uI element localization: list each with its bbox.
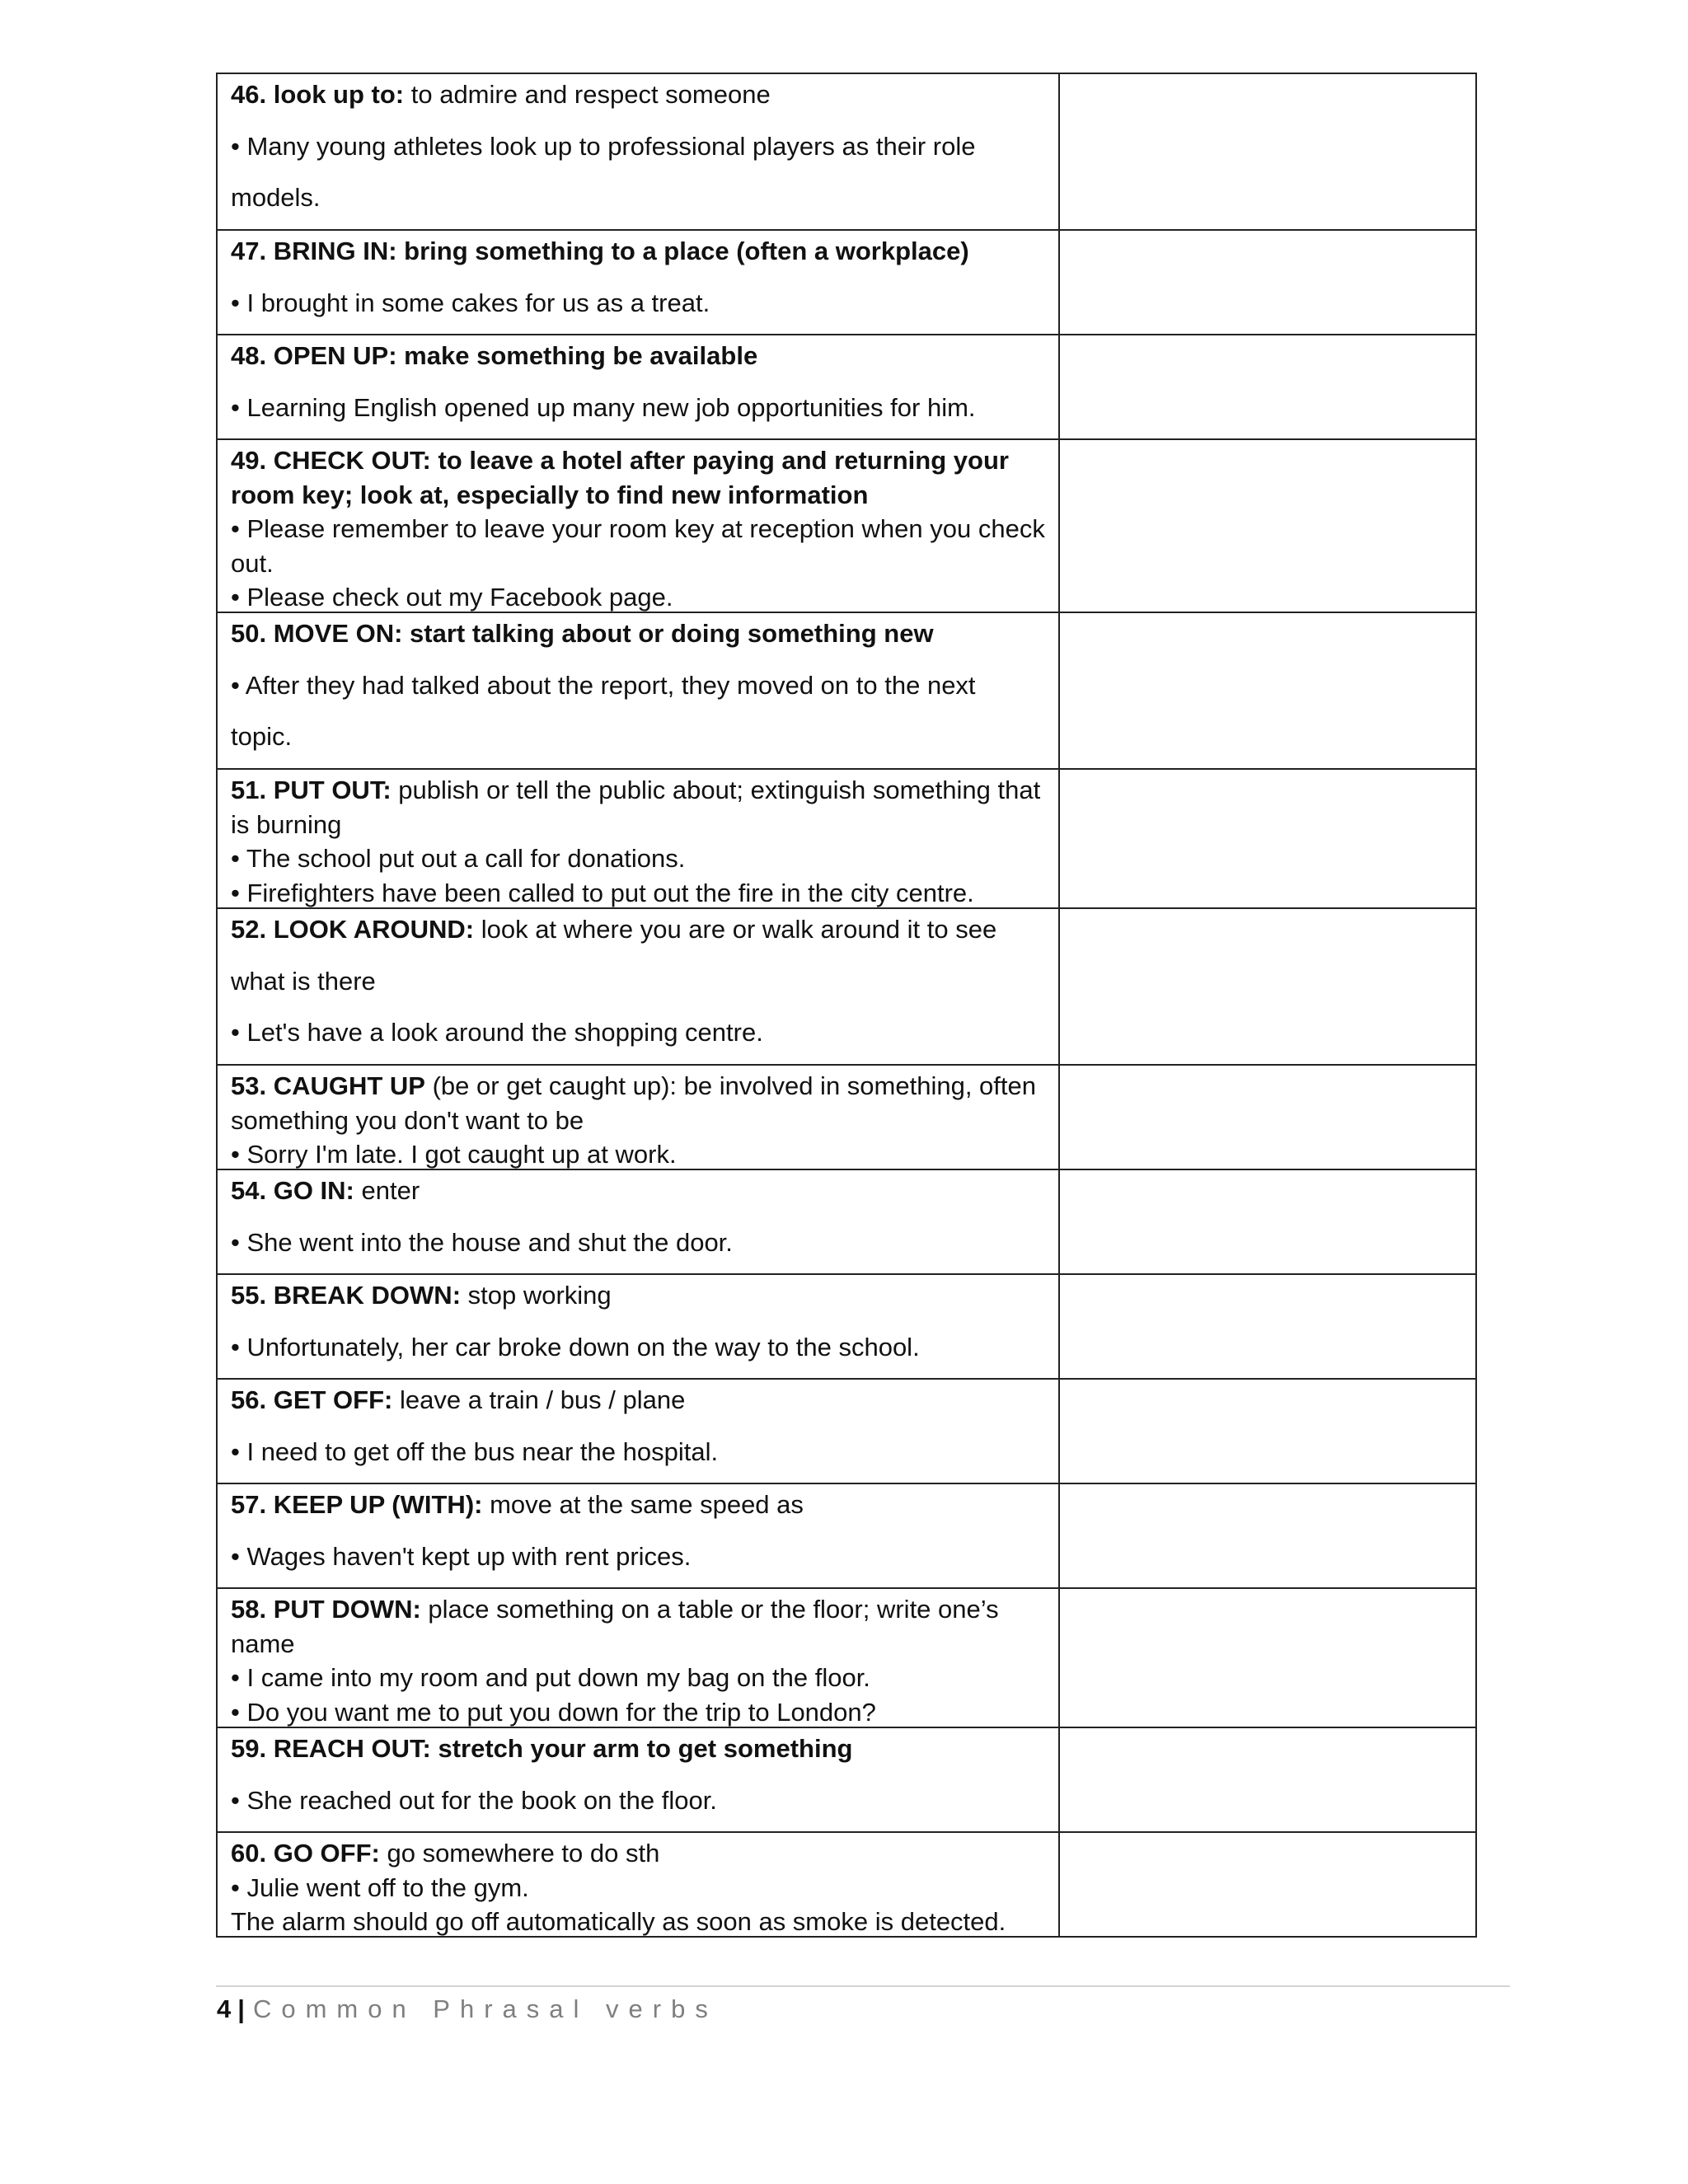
- table-row: [218, 1833, 1477, 1938]
- entry-meaning: publish or tell the public about; extinguish something that is burning: [231, 776, 1041, 839]
- entry-term: 59. REACH OUT: stretch your arm to get something: [231, 1734, 853, 1763]
- definition-cell: [218, 613, 1060, 768]
- table-row: [218, 1589, 1477, 1728]
- entry-term: 47. BRING IN: bring something to a place (often a workplace): [231, 237, 969, 265]
- entry-heading: [231, 443, 1045, 512]
- entry-term: 52. LOOK AROUND:: [231, 915, 475, 944]
- example-line: • Many young athletes look up to professional players as their role: [231, 131, 976, 161]
- document-title: Common Phrasal verbs: [252, 1994, 718, 2023]
- definition-cell: [218, 74, 1060, 229]
- table-row: [218, 1066, 1477, 1170]
- entry-meaning: leave a train / bus / plane: [392, 1385, 686, 1414]
- definition-cell: [218, 440, 1060, 612]
- example-line: • I need to get off the bus near the hospital.: [231, 1436, 719, 1466]
- entry-term: 46. look up to:: [231, 80, 405, 109]
- entry-heading: [231, 912, 1045, 947]
- example-line: • Wages haven't kept up with rent prices.: [231, 1541, 692, 1571]
- entry-meaning: move at the same speed as: [482, 1490, 804, 1519]
- definition-cell: [218, 1728, 1060, 1831]
- definition-cell: [218, 1066, 1060, 1169]
- example-line: • Julie went off to the gym.: [231, 1872, 529, 1902]
- example-line: • I came into my room and put down my bag on the floor.: [231, 1663, 870, 1692]
- entry-meaning: enter: [354, 1176, 420, 1205]
- blank-answer-cell: [1060, 1380, 1477, 1483]
- example-line: • After they had talked about the report, they moved on to the next: [231, 670, 976, 700]
- entry-heading: [231, 234, 1045, 269]
- page-footer: [217, 1993, 718, 2026]
- entry-heading: [231, 1836, 1045, 1871]
- example-line: • Firefighters have been called to put out the fire in the city centre.: [231, 878, 974, 907]
- example-line: • The school put out a call for donations.: [231, 844, 686, 873]
- entry-heading: [231, 339, 1045, 373]
- example-line: topic.: [231, 722, 293, 751]
- entry-heading: [231, 1278, 1045, 1313]
- definition-cell: [218, 1484, 1060, 1587]
- entry-heading: [231, 1488, 1045, 1522]
- example-line: • Unfortunately, her car broke down on the way to the school.: [231, 1332, 920, 1361]
- example-line: • Let's have a look around the shopping centre.: [231, 1018, 763, 1047]
- blank-answer-cell: [1060, 909, 1477, 1064]
- table-row: [218, 613, 1477, 770]
- entry-term: 56. GET OFF:: [231, 1385, 393, 1414]
- example-line: • She reached out for the book on the floor.: [231, 1785, 717, 1815]
- footer-divider: [216, 1985, 1510, 1987]
- entry-meaning: go somewhere to do sth: [379, 1839, 660, 1868]
- blank-answer-cell: [1060, 440, 1477, 612]
- footer-separator: |: [237, 1994, 245, 2023]
- entry-heading: [231, 1174, 1045, 1208]
- blank-answer-cell: [1060, 1589, 1477, 1727]
- table-row: [218, 909, 1477, 1066]
- definition-cell: [218, 231, 1060, 334]
- blank-answer-cell: [1060, 231, 1477, 334]
- definition-cell: [218, 1589, 1060, 1727]
- table-row: [218, 1484, 1477, 1589]
- definition-cell: [218, 770, 1060, 907]
- definition-cell: [218, 909, 1060, 1064]
- entry-term: 50. MOVE ON: start talking about or doing something new: [231, 619, 934, 648]
- example-line: • Learning English opened up many new job opportunities for him.: [231, 392, 976, 422]
- definition-cell: [218, 1170, 1060, 1273]
- table-row: [218, 335, 1477, 440]
- entry-term: 57. KEEP UP (WITH):: [231, 1490, 483, 1519]
- entry-term: 49. CHECK OUT: to leave a hotel after paying and returning your room key; look at, especially to find new information: [231, 446, 1009, 509]
- entry-heading: [231, 77, 1045, 112]
- page-number: 4: [217, 1994, 232, 2023]
- example-line: The alarm should go off automatically as soon as smoke is detected.: [231, 1907, 1006, 1936]
- example-line: • Do you want me to put you down for the trip to London?: [231, 1697, 876, 1727]
- table-row: [218, 1728, 1477, 1833]
- definition-cell: [218, 1833, 1060, 1936]
- entry-term: 53. CAUGHT UP: [231, 1071, 425, 1100]
- blank-answer-cell: [1060, 770, 1477, 907]
- blank-answer-cell: [1060, 1833, 1477, 1936]
- entry-heading: [231, 1383, 1045, 1418]
- entry-meaning: place something on a table or the floor; write one’s name: [231, 1595, 999, 1658]
- example-line: • I brought in some cakes for us as a treat.: [231, 288, 710, 317]
- blank-answer-cell: [1060, 1484, 1477, 1587]
- entry-term: 51. PUT OUT:: [231, 776, 392, 804]
- entry-meaning: stop working: [461, 1281, 612, 1310]
- example-line: • She went into the house and shut the door.: [231, 1227, 733, 1257]
- blank-answer-cell: [1060, 1275, 1477, 1378]
- table-row: [218, 1170, 1477, 1275]
- example-line: • Please remember to leave your room key at reception when you check out.: [231, 514, 1045, 578]
- entry-meaning: look at where you are or walk around it to see: [474, 915, 997, 944]
- blank-answer-cell: [1060, 1066, 1477, 1169]
- blank-answer-cell: [1060, 335, 1477, 438]
- entry-term: 58. PUT DOWN:: [231, 1595, 421, 1624]
- table-row: [218, 770, 1477, 909]
- entry-heading: [231, 1592, 1045, 1661]
- blank-answer-cell: [1060, 74, 1477, 229]
- entry-term: 60. GO OFF:: [231, 1839, 380, 1868]
- entry-term: 48. OPEN UP: make something be available: [231, 341, 758, 370]
- table-row: [218, 1380, 1477, 1484]
- definition-cell: [218, 1380, 1060, 1483]
- entry-heading: [231, 773, 1045, 841]
- entry-heading: [231, 1732, 1045, 1766]
- entry-term: 55. BREAK DOWN:: [231, 1281, 462, 1310]
- definition-cell: [218, 1275, 1060, 1378]
- table-row: [218, 231, 1477, 335]
- entry-heading: [231, 1069, 1045, 1137]
- example-line: models.: [231, 183, 321, 212]
- table-row: [218, 1275, 1477, 1380]
- table-row: [218, 74, 1477, 231]
- definition-cell: [218, 335, 1060, 438]
- phrasal-verbs-table: [216, 73, 1477, 1938]
- example-line: • Sorry I'm late. I got caught up at work.: [231, 1140, 677, 1169]
- table-row: [218, 440, 1477, 613]
- example-line: • Please check out my Facebook page.: [231, 583, 673, 612]
- blank-answer-cell: [1060, 613, 1477, 768]
- entry-heading: [231, 616, 1045, 651]
- entry-meaning: to admire and respect someone: [404, 80, 771, 109]
- entry-term: 54. GO IN:: [231, 1176, 354, 1205]
- blank-answer-cell: [1060, 1170, 1477, 1273]
- blank-answer-cell: [1060, 1728, 1477, 1831]
- entry-meaning: (be or get caught up): be involved in something, often something you don't want to be: [231, 1071, 1037, 1135]
- entry-meaning-continued: what is there: [231, 966, 376, 996]
